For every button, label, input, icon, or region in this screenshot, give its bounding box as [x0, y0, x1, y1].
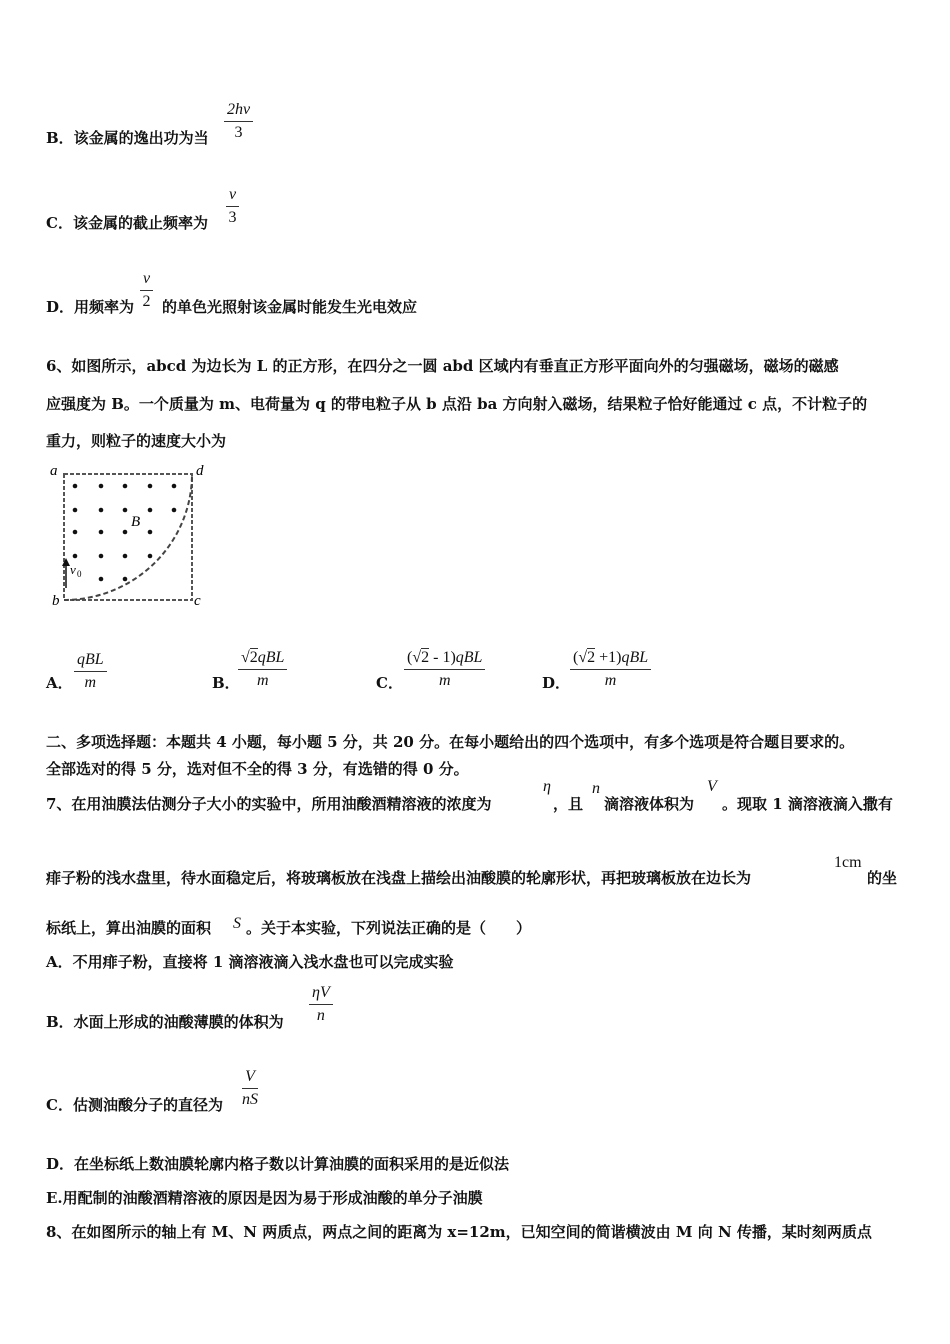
q5-option-c: C．该金属的截止频率为	[46, 214, 208, 232]
q7-option-d: D．在坐标纸上数油膜轮廓内格子数以计算油膜的面积采用的是近似法	[46, 1155, 510, 1173]
q7-stem-line1-c: 滴溶液体积为	[604, 795, 695, 813]
q7-1cm: 1cm	[834, 854, 862, 871]
q5-option-b-fraction: 2hν 3	[224, 101, 253, 142]
q7-option-c-fraction: V nS	[242, 1068, 258, 1108]
q7-stem-line2-a: 痱子粉的浅水盘里，待水面稳定后，将玻璃板放在浅盘上描绘出油酸膜的轮廓形状，再把玻璃板放在边长为	[46, 869, 752, 887]
q5-option-d-prefix: D．用频率为	[46, 298, 135, 316]
q7-option-b-fraction: ηV n	[309, 984, 333, 1025]
q5-option-d-fraction: ν 2	[140, 270, 153, 311]
square-abcd	[64, 474, 192, 600]
q7-n: n	[592, 780, 600, 797]
q7-option-e: E.用配制的油酸酒精溶液的原因是因为易于形成油酸的单分子油膜	[46, 1189, 483, 1207]
q5-option-b: B．该金属的逸出功为当	[46, 129, 209, 147]
label-d: d	[196, 463, 204, 479]
q6-stem-line3: 重力，则粒子的速度大小为	[46, 432, 227, 450]
label-c: c	[194, 593, 201, 608]
q6-option-d-fraction: (√2 +1)qBL m	[570, 649, 651, 690]
q6-option-a-fraction: qBL m	[74, 651, 107, 692]
label-a: a	[50, 463, 58, 479]
q6-option-b-fraction: √2qBL m	[238, 649, 287, 690]
q8-stem-line1: 8、在如图所示的轴上有 M、N 两质点，两点之间的距离为 x=12m，已知空间的简谐横波由 M 向 N 传播，某时刻两质点	[46, 1223, 872, 1241]
q6-option-c-fraction: (√2 - 1)qBL m	[404, 649, 485, 690]
q6-option-c-label: C．	[376, 674, 403, 692]
q6-stem-line2: 应强度为 B。一个质量为 m、电荷量为 q 的带电粒子从 b 点沿 ba 方向射入磁场，结果粒子恰好能通过 c 点，不计粒子的	[46, 395, 868, 413]
q7-eta: η	[543, 778, 551, 795]
q6-option-a-label: A．	[46, 674, 73, 692]
q5-option-c-fraction: ν 3	[226, 186, 239, 227]
label-b: b	[52, 593, 60, 608]
q7-S: S	[233, 915, 241, 932]
section2-heading-line1: 二、多项选择题：本题共 4 小题，每小题 5 分，共 20 分。在每小题给出的四个选项中，有多个选项是符合题目要求的。	[46, 733, 855, 751]
q7-stem-line2-b: 的坐	[867, 869, 898, 887]
label-B: B	[131, 514, 141, 530]
q6-magnetic-field-figure	[44, 458, 224, 608]
q5-option-d-suffix: 的单色光照射该金属时能发生光电效应	[162, 298, 418, 316]
q7-option-b: B．水面上形成的油酸薄膜的体积为	[46, 1013, 284, 1031]
quarter-circle-boundary	[64, 474, 192, 600]
q6-stem-line1: 6、如图所示，abcd 为边长为 L 的正方形，在四分之一圆 abd 区域内有垂直正方形平面向外的匀强磁场，磁场的磁感	[46, 357, 839, 375]
q7-option-a: A．不用痱子粉，直接将 1 滴溶液滴入浅水盘也可以完成实验	[46, 953, 454, 971]
q7-V: V	[707, 778, 717, 795]
q6-option-d-label: D．	[542, 674, 571, 692]
q7-stem-line3-b: 。关于本实验，下列说法正确的是（ ）	[246, 919, 532, 937]
q7-option-c: C．估测油酸分子的直径为	[46, 1096, 223, 1114]
q7-stem-line1-a: 7、在用油膜法估测分子大小的实验中，所用油酸酒精溶液的浓度为	[46, 795, 492, 813]
q6-option-b-label: B．	[212, 674, 240, 692]
section2-heading-line2: 全部选对的得 5 分，选对但不全的得 3 分，有选错的得 0 分。	[46, 760, 469, 778]
field-dots	[73, 484, 177, 582]
q7-stem-line1-b: ，且	[553, 795, 584, 813]
label-v-sub: 0	[77, 569, 82, 579]
q7-stem-line1-d: 。现取 1 滴溶液滴入撒有	[722, 795, 893, 813]
q7-stem-line3-a: 标纸上，算出油膜的面积	[46, 919, 212, 937]
label-v: v	[70, 562, 76, 577]
